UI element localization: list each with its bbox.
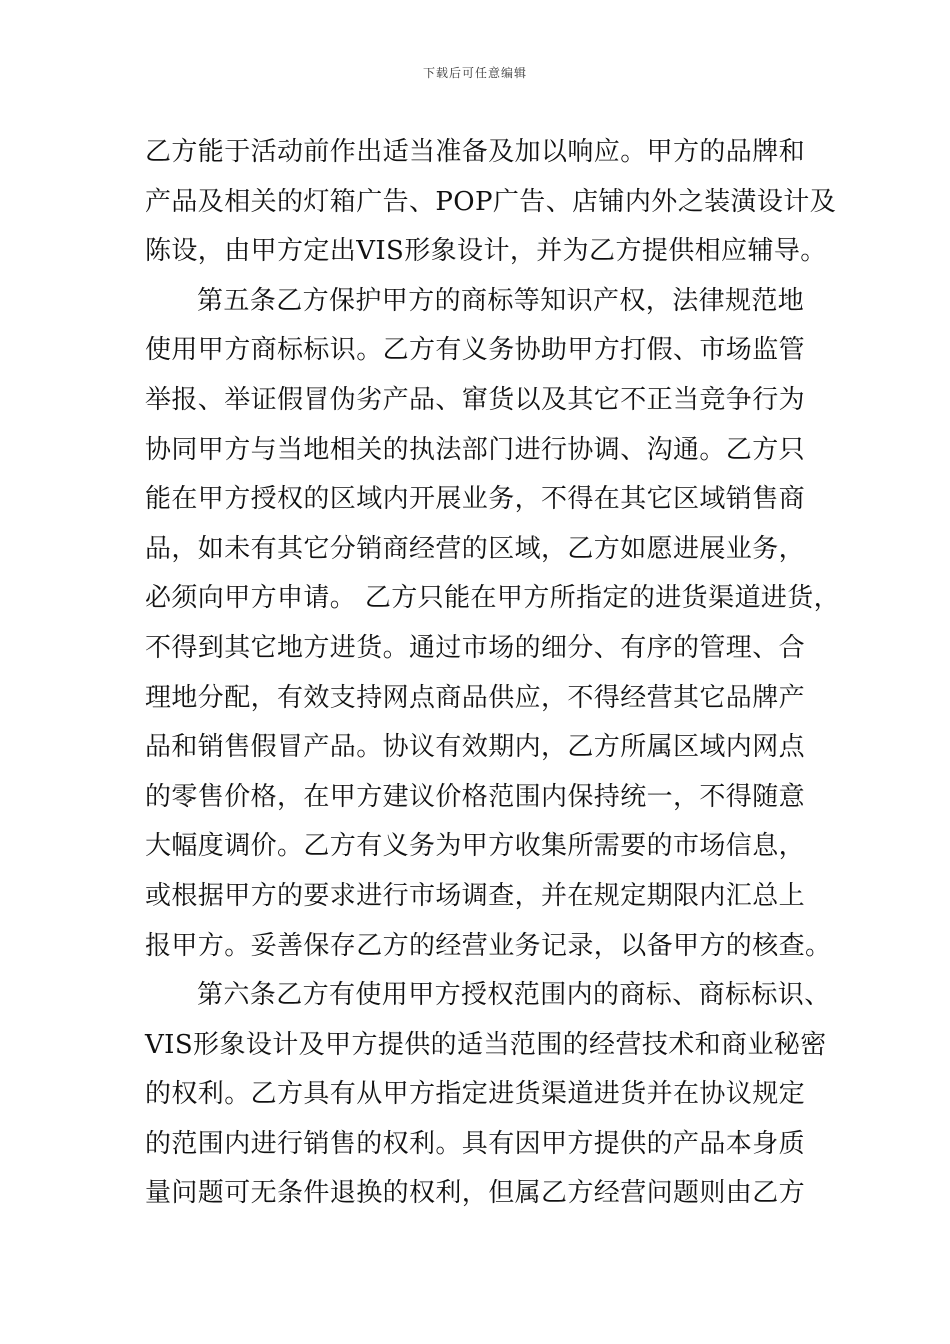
- text-line: 必须向甲方申请。 乙方只能在甲方所指定的进货渠道进货，: [145, 583, 841, 614]
- text-line: 的权利。乙方具有从甲方指定进货渠道进货并在协议规定: [145, 1079, 806, 1110]
- text-line: VIS形象设计及甲方提供的适当范围的经营技术和商业秘密: [145, 1029, 827, 1060]
- text-line: 品和销售假冒产品。协议有效期内，乙方所属区域内网点: [145, 732, 806, 763]
- page-header: 下载后可任意编辑: [422, 66, 527, 80]
- text-line: 使用甲方商标标识。乙方有义务协助甲方打假、市场监管: [145, 335, 806, 366]
- body-text: [145, 128, 841, 1219]
- text-line: 量问题可无条件退换的权利，但属乙方经营问题则由乙方: [145, 1178, 806, 1209]
- text-line: 的范围内进行销售的权利。具有因甲方提供的产品本身质: [145, 1128, 806, 1159]
- text-line: 的零售价格，在甲方建议价格范围内保持统一，不得随意: [145, 781, 806, 812]
- text-line: 举报、举证假冒伪劣产品、窜货以及其它不正当竞争行为: [145, 384, 806, 415]
- text-line: 第六条乙方有使用甲方授权范围内的商标、商标标识、: [197, 980, 831, 1011]
- text-line: 或根据甲方的要求进行市场调查，并在规定期限内汇总上: [145, 880, 806, 911]
- text-line: 报甲方。妥善保存乙方的经营业务记录，以备甲方的核查。: [145, 930, 832, 961]
- text-line: 第五条乙方保护甲方的商标等知识产权，法律规范地: [197, 285, 805, 316]
- text-line: 能在甲方授权的区域内开展业务，不得在其它区域销售商: [145, 484, 806, 515]
- text-line: 陈设，由甲方定出VIS形象设计，并为乙方提供相应辅导。: [145, 236, 827, 267]
- text-line: 品，如未有其它分销商经营的区域，乙方如愿进展业务，: [145, 533, 806, 564]
- text-line: 大幅度调价。乙方有义务为甲方收集所需要的市场信息，: [145, 831, 806, 862]
- text-line: 理地分配，有效支持网点商品供应，不得经营其它品牌产: [145, 682, 806, 713]
- text-line: 乙方能于活动前作出适当准备及加以响应。甲方的品牌和: [145, 137, 806, 167]
- text-line: 协同甲方与当地相关的执法部门进行协调、沟通。乙方只: [145, 434, 806, 465]
- text-line: 不得到其它地方进货。通过市场的细分、有序的管理、合: [145, 632, 806, 663]
- text-line: 产品及相关的灯箱广告、POP广告、店铺内外之装潢设计及: [145, 186, 837, 217]
